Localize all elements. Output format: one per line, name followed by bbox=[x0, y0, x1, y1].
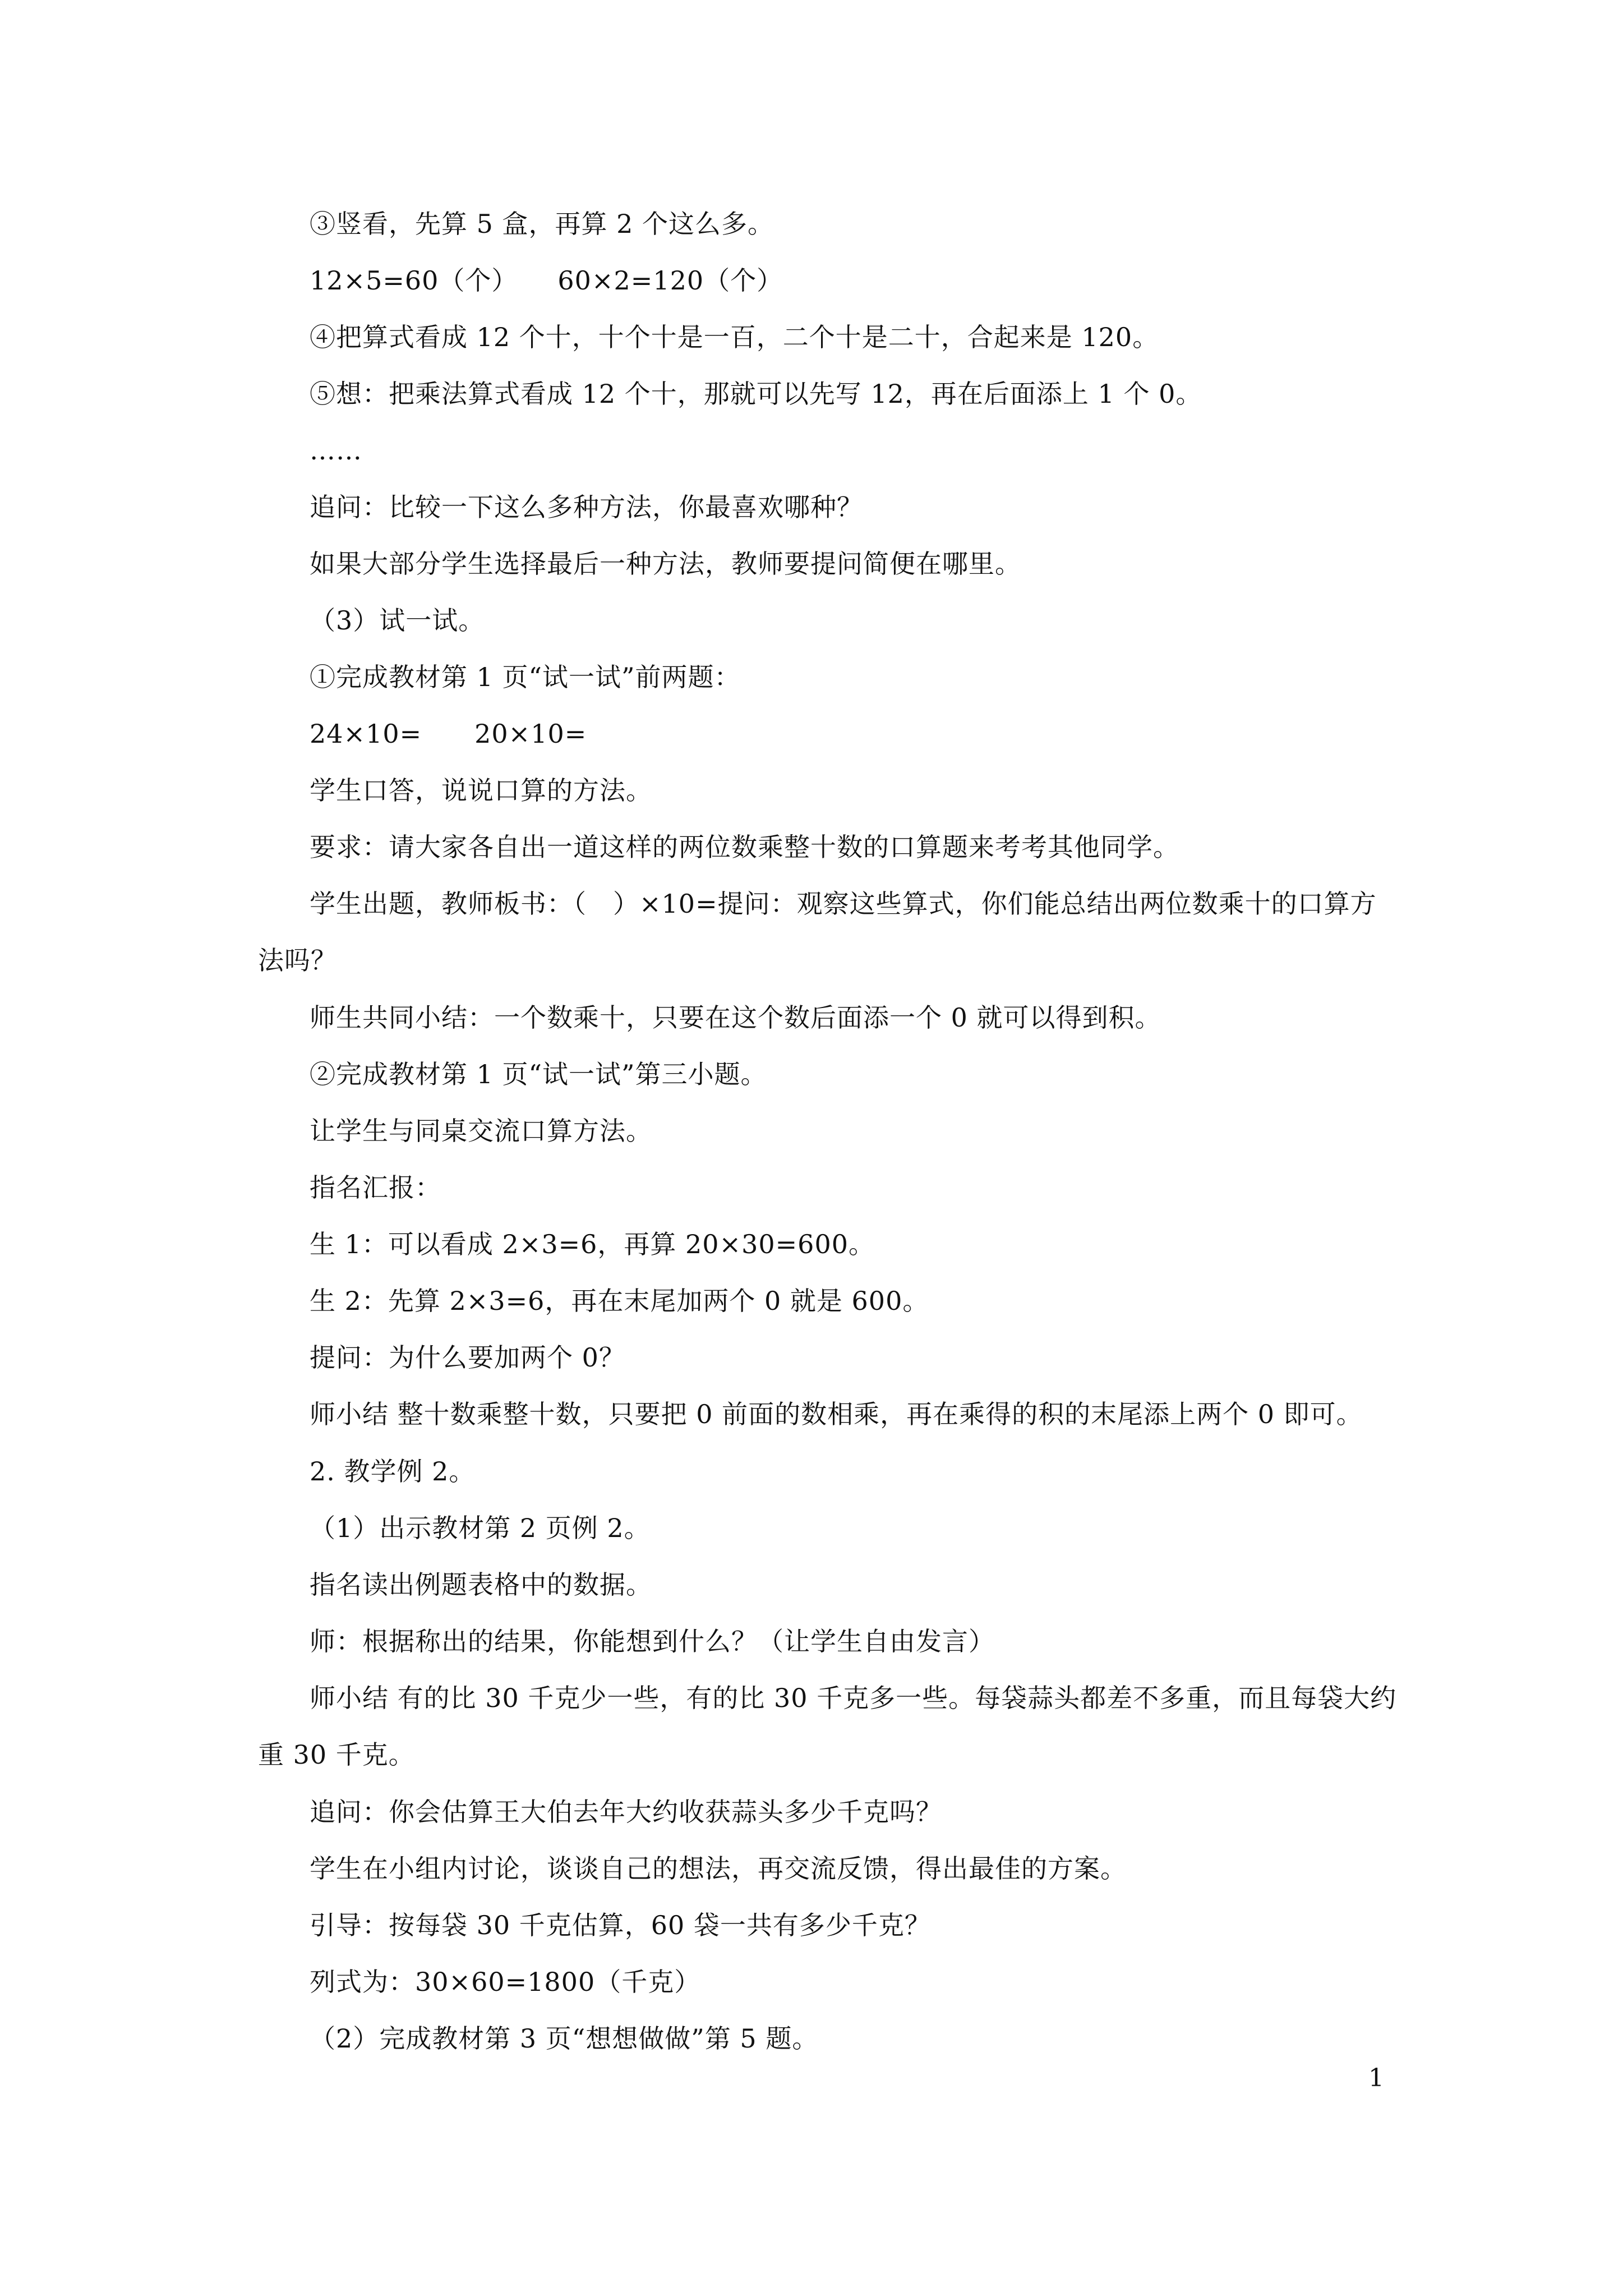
paragraph-23: （1）出示教材第 2 页例 2。 bbox=[310, 1513, 651, 1543]
paragraph-26: 师小结 有的比 30 千克少一些，有的比 30 千克多一些。每袋蒜头都差不多重，而且每袋大约重 30 千克。 bbox=[258, 1683, 1397, 1770]
paragraph-11: 学生口答，说说口算的方法。 bbox=[310, 775, 652, 806]
paragraph-16: 让学生与同桌交流口算方法。 bbox=[310, 1116, 652, 1146]
paragraph-29: 引导：按每袋 30 千克估算，60 袋一共有多少千克？ bbox=[310, 1910, 931, 1940]
paragraph-6: 追问：比较一下这么多种方法，你最喜欢哪种？ bbox=[310, 492, 863, 522]
paragraph-12: 要求：请大家各自出一道这样的两位数乘整十数的口算题来考考其他同学。 bbox=[310, 832, 1179, 862]
paragraph-18: 生 1：可以看成 2×3=6，再算 20×30=600。 bbox=[310, 1229, 875, 1259]
paragraph-28: 学生在小组内讨论，谈谈自己的想法，再交流反馈，得出最佳的方案。 bbox=[310, 1853, 1127, 1884]
paragraph-27: 追问：你会估算王大伯去年大约收获蒜头多少千克吗？ bbox=[310, 1797, 942, 1827]
section-example-2-heading: 2. 教学例 2。 bbox=[310, 1456, 476, 1487]
paragraph-24: 指名读出例题表格中的数据。 bbox=[310, 1570, 652, 1600]
paragraph-2: 12×5=60（个） 60×2=120（个） bbox=[310, 265, 783, 296]
equation-line: 24×10= 20×10= bbox=[310, 719, 587, 749]
paragraph-19: 生 2：先算 2×3=6，再在末尾加两个 0 就是 600。 bbox=[310, 1286, 929, 1316]
paragraph-4: ⑤想：把乘法算式看成 12 个十，那就可以先写 12，再在后面添上 1 个 0。 bbox=[310, 379, 1202, 409]
paragraph-3: ④把算式看成 12 个十，十个十是一百，二个十是二十，合起来是 120。 bbox=[310, 322, 1159, 352]
ellipsis-line: …… bbox=[310, 435, 362, 466]
paragraph-20: 提问：为什么要加两个 0？ bbox=[310, 1342, 625, 1373]
paragraph-21: 师小结 整十数乘整十数，只要把 0 前面的数相乘，再在乘得的积的末尾添上两个 0 即可。 bbox=[310, 1399, 1363, 1429]
paragraph-13: 学生出题，教师板书：（ ）×10=提问：观察这些算式，你们能总结出两位数乘十的口算方法吗？ bbox=[258, 889, 1377, 976]
document-body bbox=[258, 208, 1402, 2079]
paragraph-31: （2）完成教材第 3 页“想想做做”第 5 题。 bbox=[310, 2023, 819, 2054]
paragraph-1: ③竖看，先算 5 盒，再算 2 个这么多。 bbox=[310, 209, 774, 239]
paragraph-17: 指名汇报： bbox=[310, 1172, 441, 1203]
paragraph-9: ①完成教材第 1 页“试一试”前两题： bbox=[310, 662, 741, 692]
paragraph-15: ②完成教材第 1 页“试一试”第三小题。 bbox=[310, 1059, 767, 1089]
paragraph-30: 列式为：30×60=1800（千克） bbox=[310, 1967, 701, 1997]
paragraph-25: 师：根据称出的结果，你能想到什么？（让学生自由发言） bbox=[310, 1626, 995, 1657]
paragraph-7: 如果大部分学生选择最后一种方法，教师要提问简便在哪里。 bbox=[310, 549, 1021, 579]
page-number: 1 bbox=[1368, 2064, 1384, 2092]
section-try-heading: （3）试一试。 bbox=[310, 605, 485, 636]
paragraph-14: 师生共同小结：一个数乘十，只要在这个数后面添一个 0 就可以得到积。 bbox=[310, 1002, 1161, 1033]
